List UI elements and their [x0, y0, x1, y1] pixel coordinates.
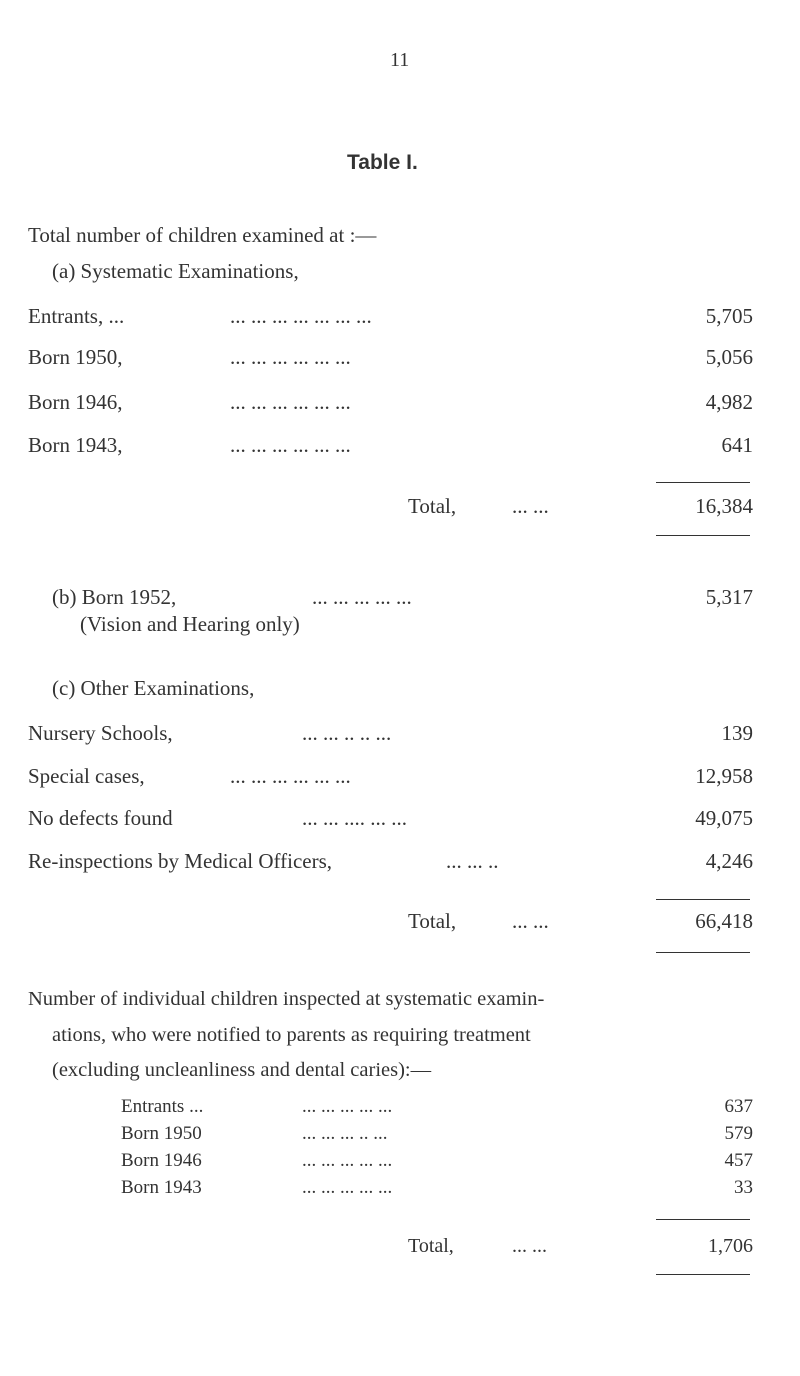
row-value: 4,982 [705, 390, 753, 414]
leader-dots: ... ... ... .. ... [302, 1123, 388, 1144]
row-value: 457 [724, 1150, 753, 1171]
row-value: 579 [724, 1123, 753, 1144]
total-rule-bottom [656, 1274, 750, 1275]
total-label: Total, [408, 1235, 454, 1257]
section-b-label: (b) Born 1952, [52, 585, 177, 609]
table-title: Table I. [347, 151, 418, 174]
section-a-heading: (a) Systematic Examinations, [52, 259, 299, 283]
row-label: Born 1946, [28, 390, 123, 414]
total-rule-bottom [656, 535, 750, 536]
leader-dots: ... ... [512, 494, 549, 518]
row-label: Born 1943 [121, 1177, 202, 1198]
leader-dots: ... ... ... ... ... [302, 1150, 393, 1171]
row-label: No defects found [28, 806, 173, 830]
row-value: 5,056 [705, 345, 753, 369]
total-rule-top [656, 482, 750, 483]
leader-dots: ... ... .. [446, 849, 499, 873]
row-label: Re-inspections by Medical Officers, [28, 849, 333, 873]
section-c-heading: (c) Other Examinations, [52, 676, 255, 700]
leader-dots: ... ... ... ... ... ... [230, 764, 351, 788]
leader-dots: ... ... ... ... ... ... ... [230, 304, 372, 328]
treatment-paragraph-line: (excluding uncleanliness and dental caries):— [52, 1059, 432, 1081]
leader-dots: ... ... ... ... ... ... [230, 390, 351, 414]
leader-dots: ... ... .. .. ... [302, 721, 392, 745]
leader-dots: ... ... ... ... ... [302, 1177, 393, 1198]
treatment-paragraph-line: ations, who were notified to parents as requiring treatment [52, 1024, 531, 1046]
leader-dots: ... ... ... ... ... [312, 585, 412, 609]
intro-text: Total number of children examined at :— [28, 223, 377, 247]
total-rule-top [656, 899, 750, 900]
row-label: Special cases, [28, 764, 145, 788]
row-label: Born 1950 [121, 1123, 202, 1144]
total-rule-bottom [656, 952, 750, 953]
row-value: 139 [721, 721, 753, 745]
leader-dots: ... ... [512, 1235, 547, 1257]
row-label: Born 1943, [28, 433, 123, 457]
row-value: 49,075 [695, 806, 753, 830]
total-label: Total, [408, 909, 457, 933]
row-value: 4,246 [705, 849, 753, 873]
leader-dots: ... ... ... ... ... ... [230, 345, 351, 369]
row-label: Entrants, ... [28, 304, 125, 328]
row-label: Nursery Schools, [28, 721, 173, 745]
treatment-paragraph-line: Number of individual children inspected at systematic examin- [28, 988, 545, 1010]
total-label: Total, [408, 494, 457, 518]
row-value: 12,958 [695, 764, 753, 788]
leader-dots: ... ... ... ... ... [302, 1096, 393, 1117]
total-value: 16,384 [695, 494, 753, 518]
row-label: Entrants ... [121, 1096, 204, 1117]
total-value: 1,706 [708, 1235, 753, 1257]
leader-dots: ... ... [512, 909, 549, 933]
row-value: 5,705 [705, 304, 753, 328]
section-b-note: (Vision and Hearing only) [80, 612, 300, 636]
row-value: 637 [724, 1096, 753, 1117]
leader-dots: ... ... .... ... ... [302, 806, 407, 830]
page-number: 11 [390, 49, 410, 71]
row-label: Born 1950, [28, 345, 123, 369]
leader-dots: ... ... ... ... ... ... [230, 433, 351, 457]
row-value: 33 [734, 1177, 753, 1198]
row-label: Born 1946 [121, 1150, 202, 1171]
total-rule-top [656, 1219, 750, 1220]
row-value: 641 [721, 433, 753, 457]
section-b-value: 5,317 [705, 585, 753, 609]
total-value: 66,418 [695, 909, 753, 933]
